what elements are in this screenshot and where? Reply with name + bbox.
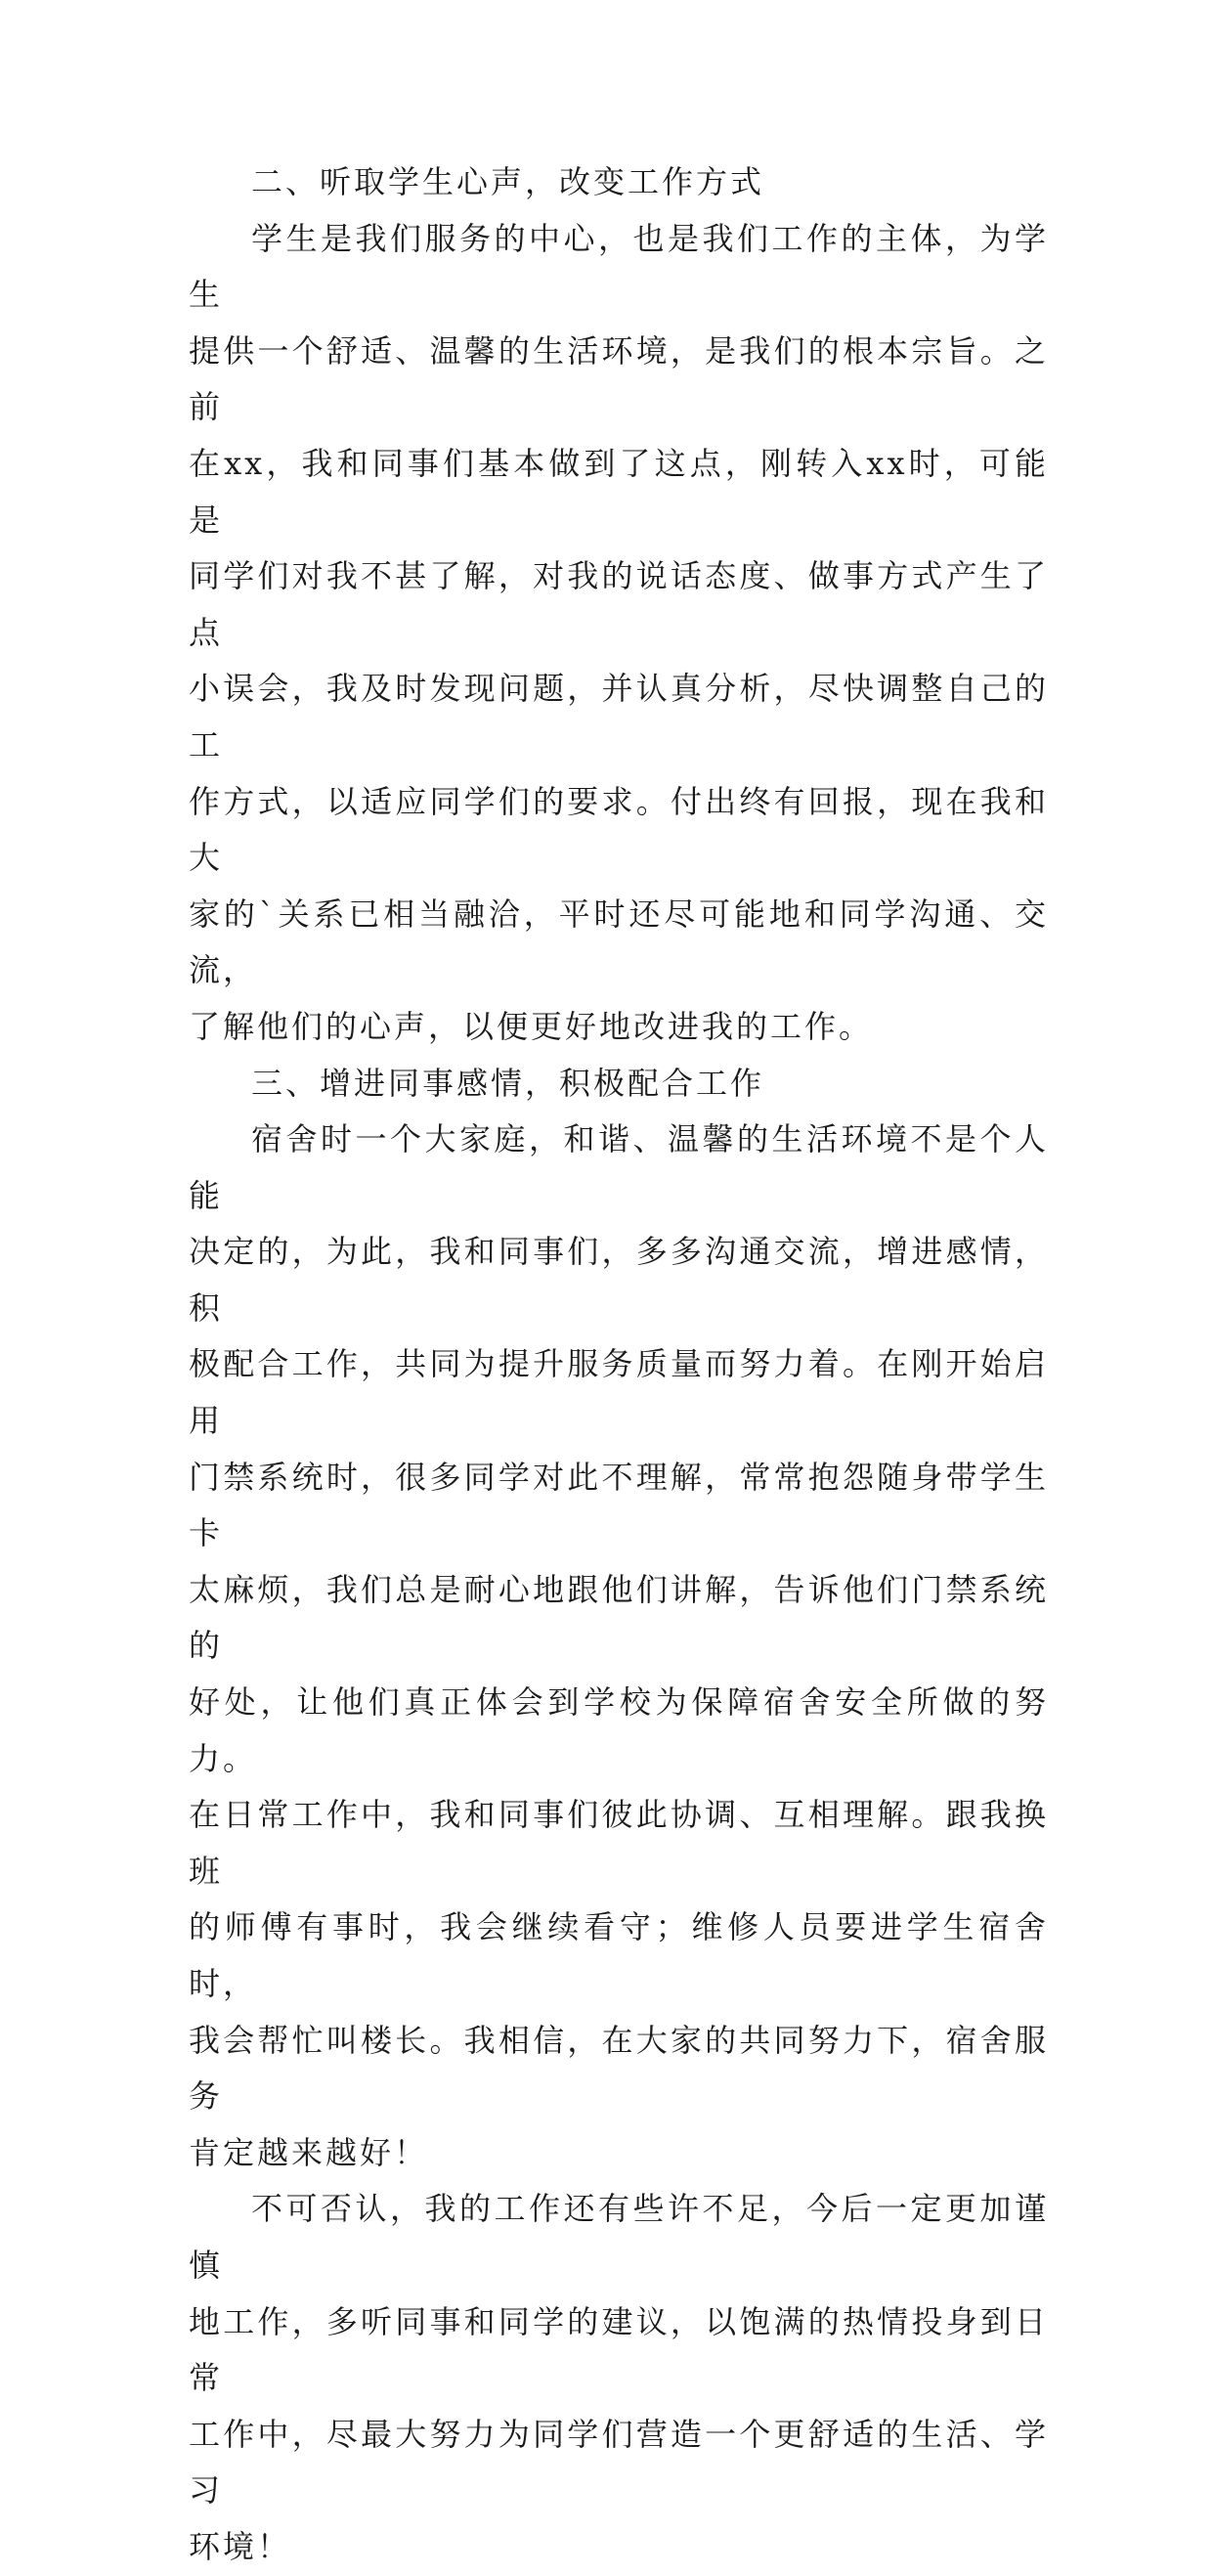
document-body — [189, 154, 1049, 2576]
closing-paragraph: 不可否认，我的工作还有些许不足，今后一定更加谨慎 地工作，多听同事和同学的建议，以饱满的热情投身到日常 工作中，尽最大努力为同学们营造一个更舒适的生活、学习 环境！ — [189, 2190, 1049, 2565]
body-paragraph: 宿舍时一个大家庭，和谐、温馨的生活环境不是个人能 决定的，为此，我和同事们，多多沟通交流，增进感情，积 极配合工作，共同为提升服务质量而努力着。在刚开始启用 门禁系统时，很多同学对此不理解，常常抱怨随身带学生卡 太麻烦，我们总是耐心地跟他们讲解，告诉他们门禁系统的 好处，让他们真正体会到学校为保障宿舍安全所做的努力。 在日常工作中，我和同事们彼此协调、互相理解。跟我换班 的师傅有事时，我会继续看守；维修人员要进学生宿舍时， 我会帮忙叫楼长。我相信，在大家的共同努力下，宿舍服务 肯定越来越好！ — [189, 1120, 1049, 2171]
body-paragraph: 学生是我们服务的中心，也是我们工作的主体，为学生 提供一个舒适、温馨的生活环境，是我们的根本宗旨。之前 在xx，我和同事们基本做到了这点，刚转入xx时，可能是 同学们对我不甚了解，对我的说话态度、做事方式产生了点 小误会，我及时发现问题，并认真分析，尽快调整自己的工 作方式，以适应同学们的要求。付出终有回报，现在我和大 家的`关系已相当融洽，平时还尽可能地和同学沟通、交流， 了解他们的心声，以便更好地改进我的工作。 — [189, 219, 1049, 1045]
section-heading-3: 三、增进同事感情，积极配合工作 — [251, 1064, 765, 1102]
section-heading-2: 二、听取学生心声，改变工作方式 — [251, 163, 765, 200]
